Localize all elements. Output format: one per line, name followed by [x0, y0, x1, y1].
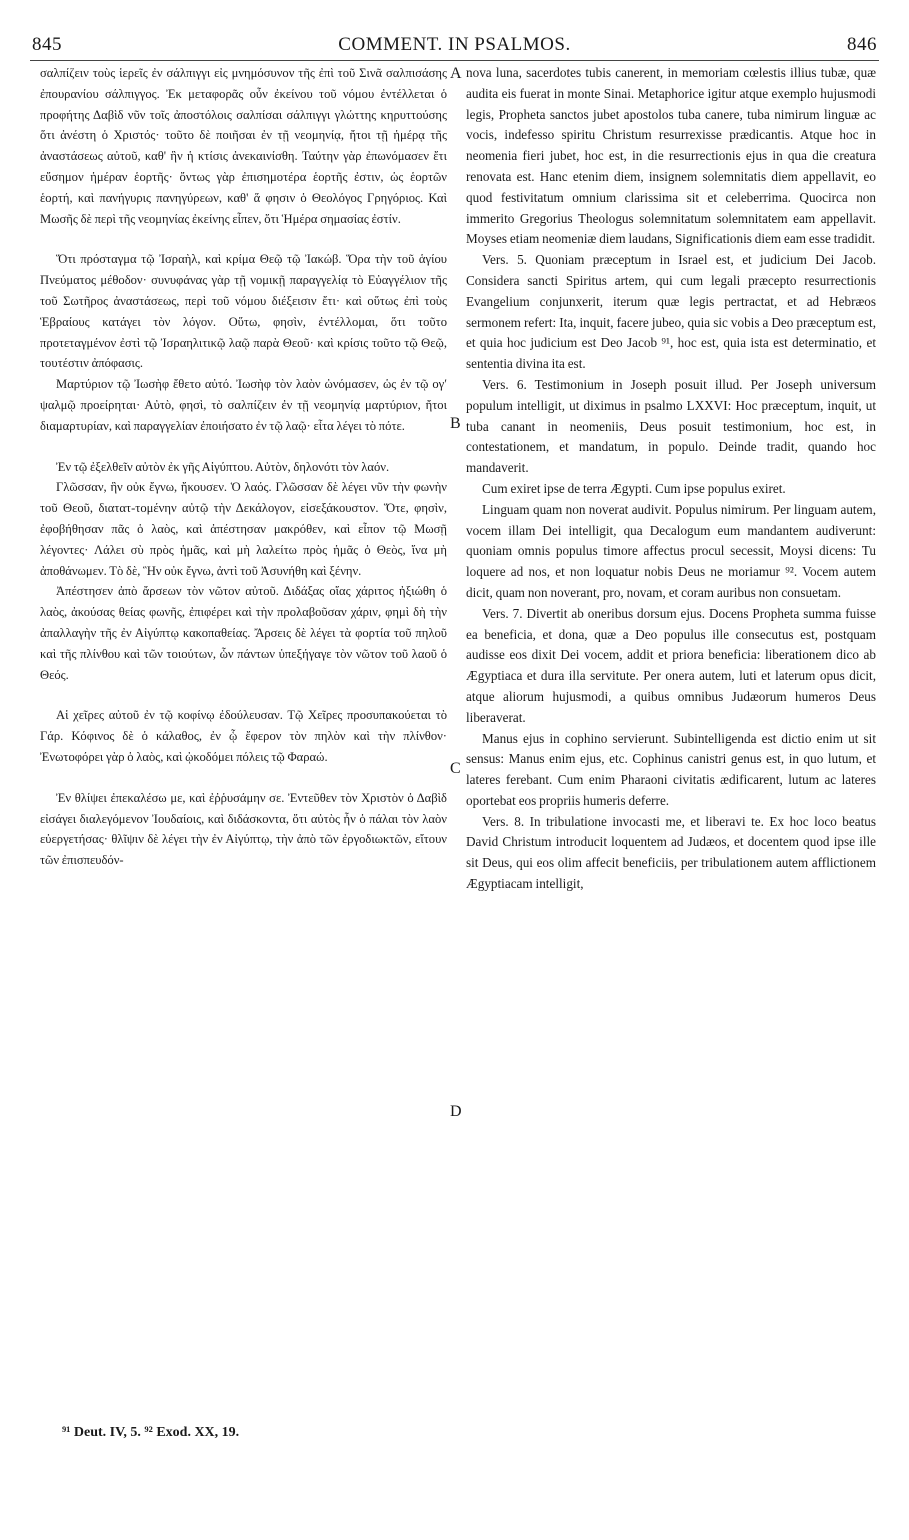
section-marker-d: D [450, 1103, 462, 1120]
greek-paragraph-4: Ἐν τῷ ἐξελθεῖν αὐτὸν ἐκ γῆς Αἰγύπτου. Αὐτὸν, δηλονότι τὸν λαόν. [56, 459, 390, 474]
latin-paragraph-7: Manus ejus in cophino servierunt. Subintelligenda est dictio enim ut sit sensus: Manus enim ejus, etc. Cophinus canistri genus est, in quo lutum, et lateres ferebant. Cum enim Pharaoni civitatis ædificarent, lutum ac lateres oportebat eos propriis humeris deferre. [466, 730, 876, 808]
greek-paragraph-3: Μαρτύριον τῷ Ἰωσὴφ ἔθετο αὐτό. Ἰωσὴφ τὸν λαὸν ὠνόμασεν, ὡς ἐν τῷ ογʹ ψαλμῷ προείρηται· Αὐτὸ, φησὶ, τὸ σαλπίζειν ἐν τῇ νεομηνίᾳ μαρτύριον, ἤτοι διαμαρτυρίαν, καὶ παραγγελίαν ἐποιήσατο ἐν τῷ λαῷ· εἶτα λέγει τὸ πότε. [40, 377, 447, 433]
latin-column [466, 63, 876, 895]
page-number-left: 845 [32, 34, 62, 55]
greek-paragraph-8: Ἐν θλίψει ἐπεκαλέσω με, καὶ ἐῤῥυσάμην σε. Ἐντεῦθεν τὸν Χριστὸν ὁ Δαβὶδ εἰσάγει διαλεγόμενον Ἰουδαίοις, καὶ διδάσκοντα, ὅτι αὐτὸς ἦν ὁ πάλαι τὸν λαὸν εὐεργετήσας· θλῖψιν δὲ λέγει τὴν ἐν Αἰγύπτῳ, τὴν ἀπὸ τῶν ἐργοδιωκτῶν, εἴτουν τῶν ἐπισπευδόν- [40, 790, 447, 868]
running-title: COMMENT. IN PSALMOS. [338, 34, 571, 55]
latin-paragraph-2: Vers. 5. Quoniam præceptum in Israel est, et judicium Dei Jacob. Considera sancti Spiritus artem, qui cum legali præcepto resurrectionis Evangelium conjunxerit, iterum quæ legis pertractat, et ad Hebræos sermonem refert: Ita, inquit, facere jubeo, quia sic vobis a Deo præceptum est, et quia hoc judicium est Deo Jacob ⁹¹, hoc est, quia ista est determinatio, et sententia divina ita est. [466, 252, 876, 372]
section-marker-b: B [450, 415, 461, 432]
latin-paragraph-4: Cum exiret ipse de terra Ægypti. Cum ipse populus exiret. [482, 480, 786, 496]
latin-paragraph-6: Vers. 7. Divertit ab oneribus dorsum ejus. Docens Propheta summa fuisse ea beneficia, et dona, quæ a Deo populus ille consecutus est, postquam audisse eos dixit Dei vocem, addit et priora beneficia: liberationem dico ab Ægyptiaca et dura illa servitute. Per onera autem, luti et laterum opus dicit, atque aliorum hujusmodi, a quibus omnibus Judæorum humeros Deus liberaverat. [466, 605, 876, 725]
footnotes: ⁹¹ Deut. IV, 5. ⁹² Exod. XX, 19. [62, 1425, 240, 1440]
section-marker-a: A [450, 65, 462, 82]
latin-paragraph-5: Linguam quam non noverat audivit. Populus nimirum. Per linguam autem, vocem illam Dei intelligit, qua Decalogum eum mandantem audiverunt: quoniam omnis populus timore affectus procul secessit, Moysi dicens: Tu loquere ad nos, et non loquatur nobis Deus ne moriamur ⁹². Vocem autem dicit, quam non noverant, pro, novam, et coram auribus non consuetam. [466, 501, 876, 600]
latin-paragraph-8: Vers. 8. In tribulatione invocasti me, et liberavi te. Ex hoc loco beatus David Christum introducit loquentem ad Judæos, et docentem quod ipse ille sit Deus, qui eos olim affecit beneficiis, per tribulationem autem afflictionem Ægyptiacam intelligit, [466, 813, 876, 892]
running-header [30, 34, 879, 61]
greek-paragraph-7: Αἱ χεῖρες αὐτοῦ ἐν τῷ κοφίνῳ ἐδούλευσαν. Τῷ Χεῖρες προσυπακούεται τὸ Γάρ. Κόφινος δὲ ὁ κάλαθος, ἐν ᾧ ἔφερον τὸν πηλὸν καὶ τὴν πλίνθον· Ἐνωτοφόρει γὰρ ὁ λαὸς, καὶ ᾠκοδόμει πόλεις τῷ Φαραώ. [40, 708, 447, 764]
greek-column [40, 63, 447, 871]
latin-paragraph-1: nova luna, sacerdotes tubis canerent, in memoriam cœlestis illius tubæ, quæ audita eis fuerat in monte Sinai. Metaphorice igitur atque exemplo hujusmodi legis, Propheta sanctos jubet apostolos tuba canere, tuba nimirum linguæ ac vocis, indefesso spiritu Christum resurrexisse prædicantis. Atque hoc in neomenia fieri jubet, hoc est, in die resurrectionis ejus in qua die creatura renovata est. Hanc etenim diem, insignem solemnitatis diem appellavit, eo quod festivitatum omnium clarissima sit et celeberrima. Quocirca non immerito Gregorius Theologus solemnitatum solemnitatem eam appellavit. Moyses etiam neomeniæ diem laudans, Significationis diem eam esse tradidit. [466, 65, 876, 247]
greek-paragraph-5: Γλῶσσαν, ἣν οὐκ ἔγνω, ἤκουσεν. Ὁ λαός. Γλῶσσαν δὲ λέγει νῦν τὴν φωνὴν τοῦ Θεοῦ, διατατ-τομένην αὐτῷ τὴν Δεκάλογον, εἰσεξάκουστον. Ὅτε, φησὶν, ἐφοβήθησαν πᾶς ὁ λαὸς, καὶ ἀπέστησαν μακρόθεν, καὶ εἶπον τῷ Μωσῇ λέγοντες· Λάλει σὺ πρὸς ἡμᾶς, καὶ μὴ λαλείτω πρὸς ἡμᾶς ὁ Θεὸς, ἵνα μὴ ἀποθάνωμεν. Τὸ δὲ, Ἣν οὐκ ἔγνω, ἀντὶ τοῦ Ἀσυνήθη καὶ ξένην. [40, 480, 447, 578]
greek-paragraph-6: Ἀπέστησεν ἀπὸ ἄρσεων τὸν νῶτον αὐτοῦ. Διδάξας οἵας χάριτος ἠξιώθη ὁ λαὸς, ἀκούσας θείας φωνῆς, ἐπιφέρει καὶ τὴν προλαβοῦσαν χάριν, φημὶ δὴ τὴν ἀπαλλαγὴν τῆς ἐν Αἰγύπτῳ κακοπαθείας. Ἄρσεις δὲ λέγει τὰ φορτία τοῦ πηλοῦ καὶ τῆς πλίνθου καὶ τῶν τοιούτων, ὧν πάντων ὑπεξήγαγε τὸν νῶτον τοῦ λαοῦ ὁ Θεός. [40, 584, 447, 682]
page-number-right: 846 [847, 34, 877, 55]
greek-paragraph-2: Ὅτι πρόσταγμα τῷ Ἰσραὴλ, καὶ κρίμα Θεῷ τῷ Ἰακώβ. Ὅρα τὴν τοῦ ἁγίου Πνεύματος μέθοδον· συνυφάνας γὰρ τῇ νομικῇ παραγγελίᾳ τὸ Εὐαγγέλιον τῆς τοῦ Σωτῆρος ἀναστάσεως, περὶ τοῦ νόμου διέξεισιν ἔτι· καὶ οὕτως ἐπὶ τοὺς Ἑβραίους κατάγει τὸν λόγον. Οὕτω, φησὶν, ἐντέλλομαι, ὅτι τοῦτο προτεταγμένον ἐστὶ τῷ Ἰσραηλιτικῷ λαῷ παρὰ Θεοῦ· καὶ κρίσις τοῦτο τῷ Θεῷ, τουτέστιν ἀπόφασις. [40, 252, 447, 371]
section-marker-c: C [450, 760, 461, 777]
greek-paragraph-1: σαλπίζειν τοὺς ἱερεῖς ἐν σάλπιγγι εἰς μνημόσυνον τῆς ἐπὶ τοῦ Σινᾶ σαλπισάσης ἐπουρανίου σάλπιγγος. Ἐκ μεταφορᾶς οὖν ἐκείνου τοῦ νόμου ἐντέλλεται ὁ προφήτης Δαβὶδ νῦν τοῖς ἀποστόλοις σαλπίσαι σάλπιγγι γλώττης κηρυττούσης ὅτι ἀνέστη ὁ Χριστός· τοῦτο δὲ ποιῆσαι ἐν τῇ νεομηνίᾳ, ἤτοι τῇ ἡμέρᾳ τῆς ἀναστάσεως αὐτοῦ, καθ' ἣν ἡ κτίσις ἀνεκαινίσθη. Ταύτην γὰρ ἐπωνόμασεν ἔτι εὔσημον ἡμέραν ἑορτῆς· ὄντως γὰρ ἐπισημοτέρα ἑορτῆς ἐστιν, ὡς ἑορτῶν ἑορτή, καὶ πανήγυρις πανηγύρεων, καθ' ἅ φησιν ὁ Θεολόγος Γρηγόριος. Καὶ Μωσῆς δὲ περὶ τῆς νεομηνίας ἐκείνης εἶπεν, ὅτι Ἡμέρα σημασίας ἐστίν. [40, 66, 447, 226]
latin-paragraph-3: Vers. 6. Testimonium in Joseph posuit illud. Per Joseph universum populum intelligit, ut diximus in psalmo LXXVI: Hoc præceptum, inquit, ut tuba canant in neomeniis, Deus posuit testimonium, hoc est, in contestationem, et mandatum, in populo. Deinde tradit, quando hoc mandaverit. [466, 376, 876, 476]
